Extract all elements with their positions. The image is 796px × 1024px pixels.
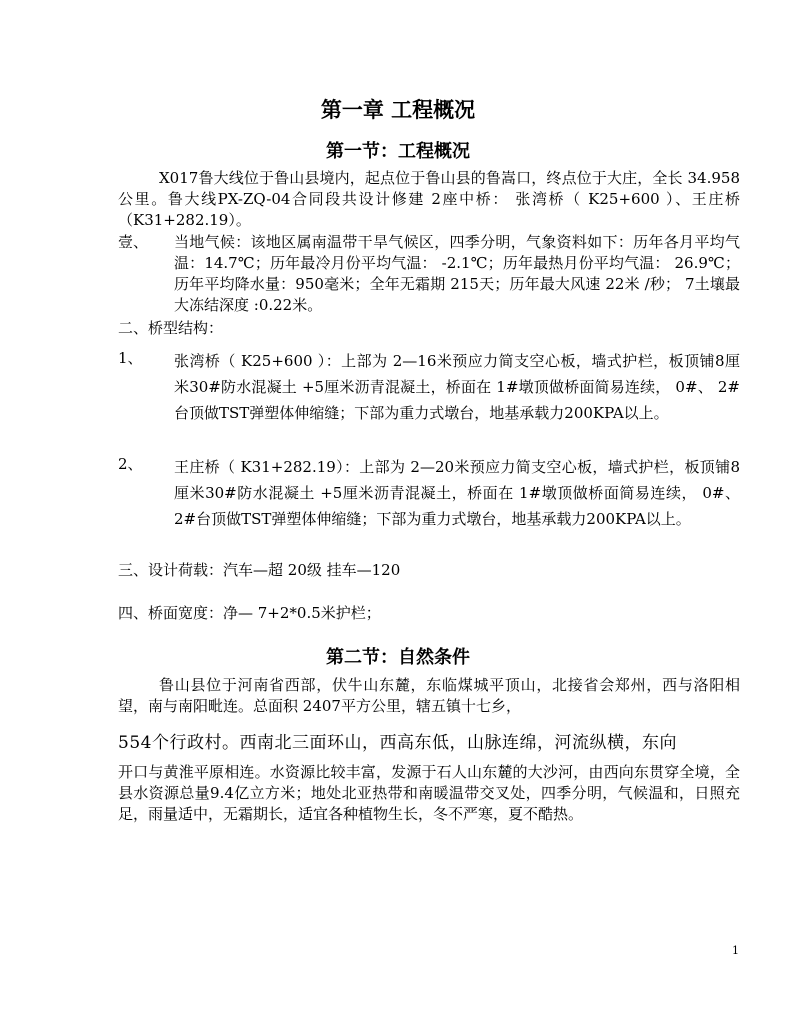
- climate-item-number: 壹、: [118, 233, 149, 251]
- section-2-paragraph-part-1: 鲁山县位于河南省西部，伏牛山东麓，东临煤城平顶山，北接省会郑州，西与洛阳相望，南与南阳毗连。总面积 2407平方公里，辖五镇十七乡，: [118, 676, 740, 715]
- page-number: 1: [732, 944, 739, 957]
- section-1-title: 第一节：工程概况: [326, 141, 470, 162]
- bridge-2-number: 2、: [118, 455, 143, 473]
- climate-item-text: 当地气候：该地区属南温带干旱气候区，四季分明，气象资料如下：历年各月平均气温：14.7℃；历年最冷月份平均气温： -2.1℃；历年最热月份平均气温： 26.9℃；历年平均降水量：950毫米；全年无霜期 215天；历年最大风速 22米 /秒； 7土壤最大冻结深度 :0.22米。: [174, 233, 740, 314]
- bridge-1-number: 1、: [118, 349, 143, 367]
- bridge-structure-heading: 二、桥型结构：: [118, 319, 224, 337]
- bridge-1-text: 张湾桥（ K25+600 ）：上部为 2—16米预应力简支空心板，墙式护栏，板顶铺8厘米30#防水混凝土 +5厘米沥青混凝土，桥面在 1#墩顶做桥面简易连续， 0#、 2#台顶做TST弹塑体伸缩缝；下部为重力式墩台，地基承载力200KPA以上。: [174, 352, 740, 422]
- section-2-title: 第二节：自然条件: [326, 647, 470, 668]
- section-2-paragraph-part-2: 554个行政村。西南北三面环山，西高东低，山脉连绵，河流纵横，东向: [118, 733, 677, 753]
- chapter-title: 第一章 工程概况: [320, 98, 476, 122]
- bridge-2-text: 王庄桥（ K31+282.19）：上部为 2—20米预应力简支空心板，墙式护栏，板顶铺8厘米30#防水混凝土 +5厘米沥青混凝土，桥面在 1#墩顶做桥面简易连续， 0#、 2#台顶做TST弹塑体伸缩缝；下部为重力式墩台，地基承载力200KPA以上。: [174, 458, 740, 528]
- deck-width-line: 四、桥面宽度：净— 7+2*0.5米护栏；: [118, 604, 381, 622]
- section-2-paragraph-part-3: 开口与黄淮平原相连。水资源比较丰富，发源于石人山东麓的大沙河，由西向东贯穿全境，全县水资源总量9.4亿立方米；地处北亚热带和南暖温带交叉处，四季分明，气候温和，日照充足，雨量适中，无霜期长，适宜各种植物生长，冬不严寒，夏不酷热。: [118, 763, 740, 823]
- design-load-line: 三、设计荷载：汽车—超 20级 挂车—120: [118, 561, 401, 579]
- section-1-intro-paragraph: X017鲁大线位于鲁山县境内，起点位于鲁山县的鲁嵩口，终点位于大庄，全长 34.958公里。鲁大线PX-ZQ-04合同段共设计修建 2座中桥： 张湾桥（ K25+600 ）、王庄桥（K31+282.19）。: [118, 169, 740, 229]
